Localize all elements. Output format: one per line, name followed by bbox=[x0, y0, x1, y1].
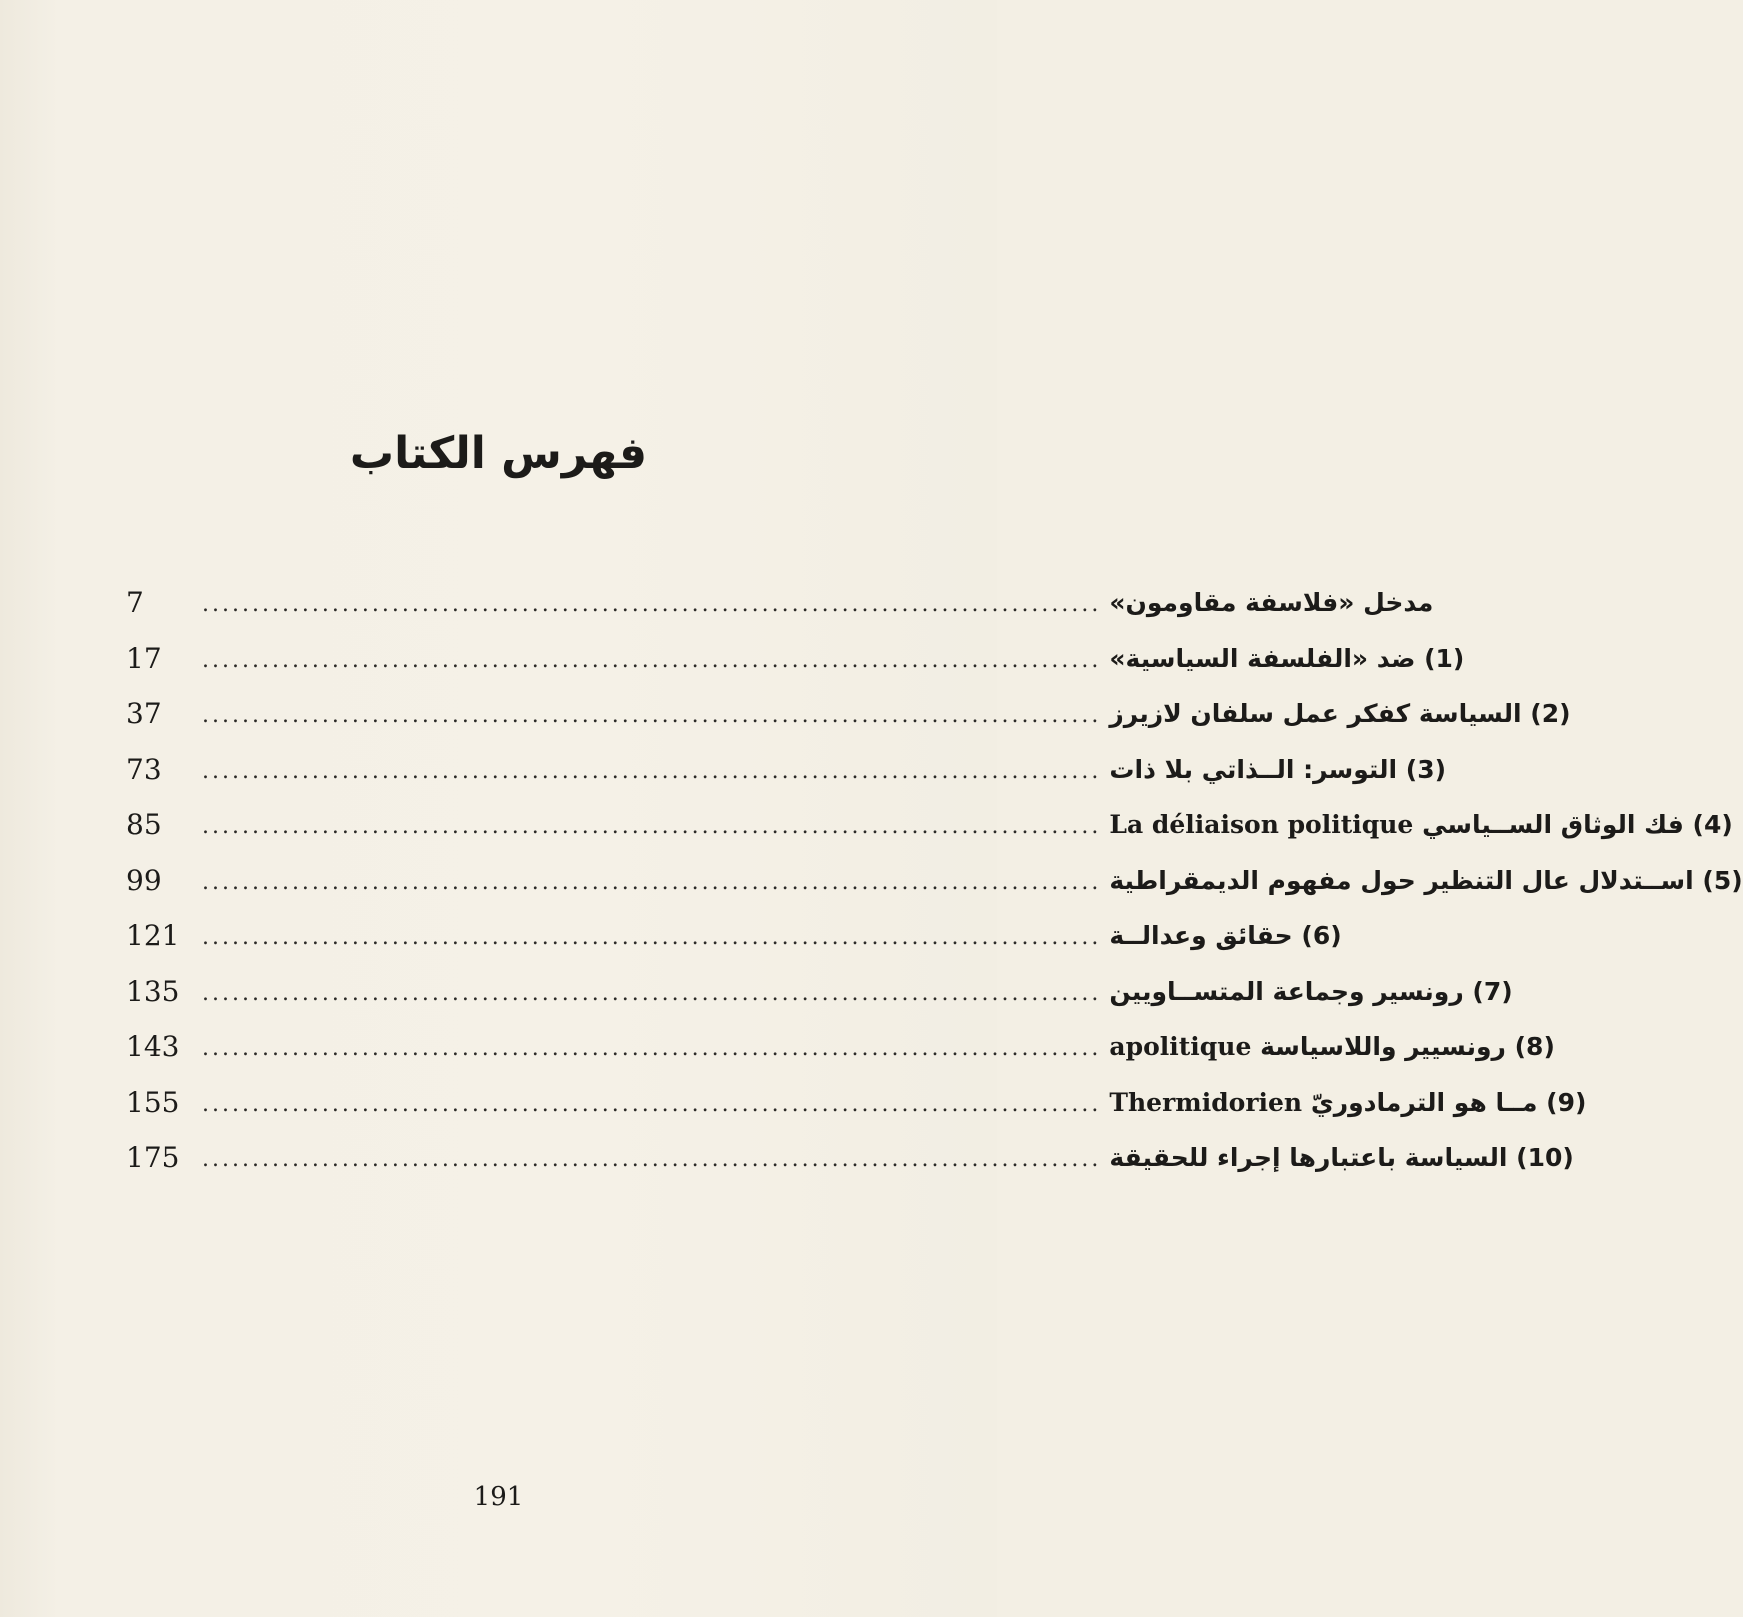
toc-entry-latin: Thermidorien bbox=[1109, 1087, 1303, 1117]
toc-entry-label: (1) ضد «الفلسفة السياسية» bbox=[1109, 643, 1465, 673]
toc-entry bbox=[202, 1032, 1555, 1061]
toc-entry-label: (7) رونسير وجماعة المتســاويين bbox=[1109, 976, 1513, 1006]
toc-entry-label: (2) السياسة كفكر عمل سلفان لازيرز bbox=[1109, 699, 1571, 729]
toc-row bbox=[120, 631, 1465, 687]
toc-row bbox=[120, 1075, 1587, 1131]
dot-leader: .......................................................................................... bbox=[202, 592, 1102, 618]
toc-page-number: 99 bbox=[126, 863, 162, 897]
dot-leader: .......................................................................................... bbox=[202, 1147, 1102, 1173]
toc-entry-label: مدخل «فلاسفة مقاومون» bbox=[1109, 588, 1434, 618]
toc-entry bbox=[202, 588, 1433, 617]
toc-entry-label: (3) التوسر: الــذاتي بلا ذات bbox=[1109, 754, 1447, 784]
toc-page-number: 73 bbox=[126, 752, 162, 786]
toc-entry-label: (10) السياسة باعتبارها إجراء للحقيقة bbox=[1109, 1143, 1574, 1173]
dot-leader: .......................................................................................... bbox=[202, 980, 1102, 1006]
toc-entry bbox=[202, 866, 1743, 895]
toc-entry-label: (6) حقائق وعدالــة bbox=[1109, 921, 1342, 951]
dot-leader: .......................................................................................... bbox=[202, 703, 1102, 729]
toc-entry-label: (9) مــا هو الترمادوريّ Thermidorien bbox=[1109, 1087, 1587, 1117]
dot-leader: .......................................................................................... bbox=[202, 1036, 1102, 1062]
toc-row bbox=[120, 575, 1434, 631]
toc-row bbox=[120, 964, 1513, 1020]
toc-page-number: 143 bbox=[126, 1030, 180, 1064]
toc-entry bbox=[202, 644, 1464, 673]
dot-leader: .......................................................................................... bbox=[202, 758, 1102, 784]
toc-row bbox=[120, 742, 1447, 798]
toc-row bbox=[120, 686, 1571, 742]
toc-page-number: 155 bbox=[126, 1085, 180, 1119]
toc-entry-label: (8) رونسيير واللاسياسة apolitique bbox=[1109, 1032, 1555, 1062]
toc-entry bbox=[202, 755, 1446, 784]
toc-entry bbox=[202, 699, 1571, 728]
dot-leader: .......................................................................................... bbox=[202, 1091, 1102, 1117]
toc-entry bbox=[202, 1143, 1574, 1172]
dot-leader: .......................................................................................... bbox=[202, 814, 1102, 840]
toc-page-number: 121 bbox=[126, 919, 180, 953]
dot-leader: .......................................................................................... bbox=[202, 869, 1102, 895]
toc-entry-label: (5) اســتدلال عال التنظير حول مفهوم الديمقراطية bbox=[1109, 865, 1743, 895]
toc-page-number: 135 bbox=[126, 974, 180, 1008]
toc-entry-label: (4) فك الوثاق الســياسي La déliaison politique bbox=[1109, 810, 1733, 840]
toc-entry bbox=[202, 810, 1733, 839]
toc-row bbox=[120, 908, 1342, 964]
toc-page-number: 85 bbox=[126, 808, 162, 842]
toc-row bbox=[120, 1019, 1555, 1075]
dot-leader: .......................................................................................... bbox=[202, 925, 1102, 951]
toc-entry bbox=[202, 1088, 1586, 1117]
page-number-footer: 191 bbox=[473, 1482, 524, 1512]
page-title: فهرس الكتاب bbox=[349, 428, 648, 479]
toc-row bbox=[120, 1130, 1574, 1186]
table-of-contents bbox=[120, 575, 1743, 1186]
dot-leader: .......................................................................................... bbox=[202, 647, 1102, 673]
toc-entry-latin: La déliaison politique bbox=[1109, 810, 1414, 840]
toc-row bbox=[120, 853, 1743, 909]
toc-page-number: 37 bbox=[126, 697, 162, 731]
toc-page-number: 175 bbox=[126, 1141, 180, 1175]
toc-entry bbox=[202, 977, 1513, 1006]
toc-entry bbox=[202, 921, 1342, 950]
toc-page-number: 7 bbox=[126, 586, 144, 620]
toc-entry-latin: apolitique bbox=[1109, 1032, 1252, 1062]
toc-page-number: 17 bbox=[126, 641, 162, 675]
toc-row bbox=[120, 797, 1733, 853]
